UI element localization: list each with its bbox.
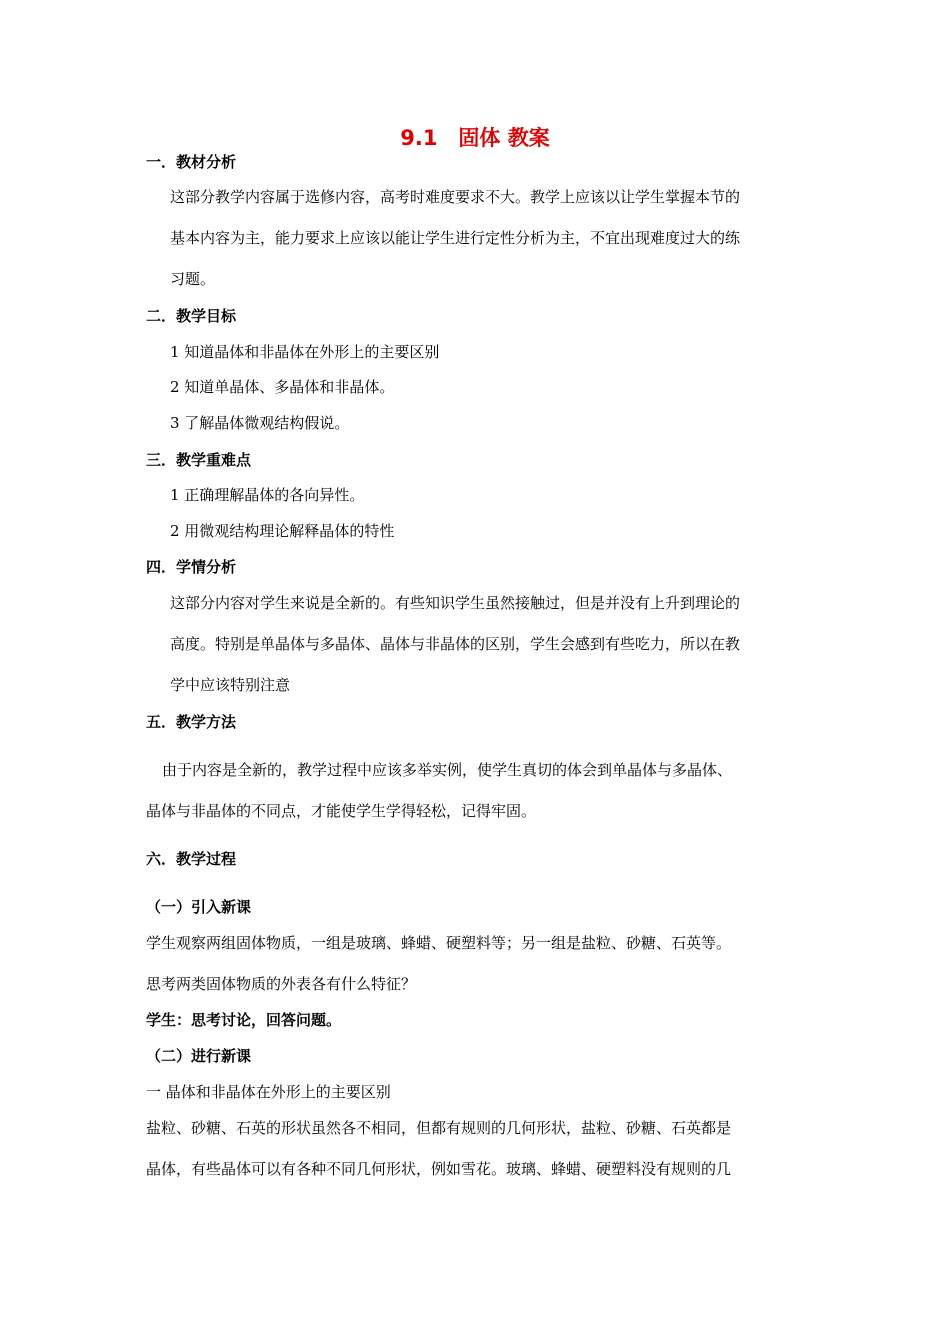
paragraph-line: 这部分教学内容属于选修内容，高考时难度要求不大。教学上应该以让学生掌握本节的: [170, 188, 741, 206]
section-heading-textbook-analysis: 一．教材分析: [146, 153, 237, 171]
paragraph-line: 习题。: [170, 270, 216, 288]
paragraph-line: 思考两类固体物质的外表各有什么特征？: [146, 975, 417, 993]
student-activity: 学生：思考讨论，回答问题。: [146, 1011, 342, 1029]
subsection-heading-new-lesson: （二）进行新课: [146, 1047, 252, 1065]
paragraph-line: 学生观察两组固体物质，一组是玻璃、蜂蜡、硬塑料等；另一组是盐粒、砂糖、石英等。: [146, 934, 732, 952]
section-heading-teaching-method: 五．教学方法: [146, 713, 237, 731]
list-item: 3 了解晶体微观结构假说。: [170, 414, 350, 432]
paragraph-line: 学中应该特别注意: [170, 676, 291, 694]
point-heading: 一 晶体和非晶体在外形上的主要区别: [146, 1083, 391, 1101]
section-heading-teaching-goals: 二．教学目标: [146, 307, 237, 325]
paragraph-line: 这部分内容对学生来说是全新的。有些知识学生虽然接触过，但是并没有上升到理论的: [170, 594, 741, 612]
paragraph-line: 盐粒、砂糖、石英的形状虽然各不相同，但都有规则的几何形状，盐粒、砂糖、石英都是: [146, 1119, 732, 1137]
paragraph-line: 由于内容是全新的，教学过程中应该多举实例，使学生真切的体会到单晶体与多晶体、: [162, 761, 733, 779]
paragraph-line: 晶体与非晶体的不同点，才能使学生学得轻松，记得牢固。: [146, 802, 537, 820]
list-item: 1 知道晶体和非晶体在外形上的主要区别: [170, 343, 440, 361]
section-heading-student-analysis: 四．学情分析: [146, 558, 237, 576]
section-heading-key-points: 三．教学重难点: [146, 451, 252, 469]
section-heading-teaching-process: 六．教学过程: [146, 850, 237, 868]
paragraph-line: 晶体，有些晶体可以有各种不同几何形状，例如雪花。玻璃、蜂蜡、硬塑料没有规则的几: [146, 1160, 732, 1178]
list-item: 1 正确理解晶体的各向异性。: [170, 486, 365, 504]
paragraph-line: 基本内容为主，能力要求上应该以能让学生进行定性分析为主，不宜出现难度过大的练: [170, 229, 741, 247]
paragraph-line: 高度。特别是单晶体与多晶体、晶体与非晶体的区别，学生会感到有些吃力，所以在教: [170, 635, 741, 653]
list-item: 2 知道单晶体、多晶体和非晶体。: [170, 378, 395, 396]
subsection-heading-intro: （一）引入新课: [146, 898, 252, 916]
list-item: 2 用微观结构理论解释晶体的特性: [170, 522, 395, 540]
document-title: 9.1 固体 教案: [400, 126, 550, 150]
